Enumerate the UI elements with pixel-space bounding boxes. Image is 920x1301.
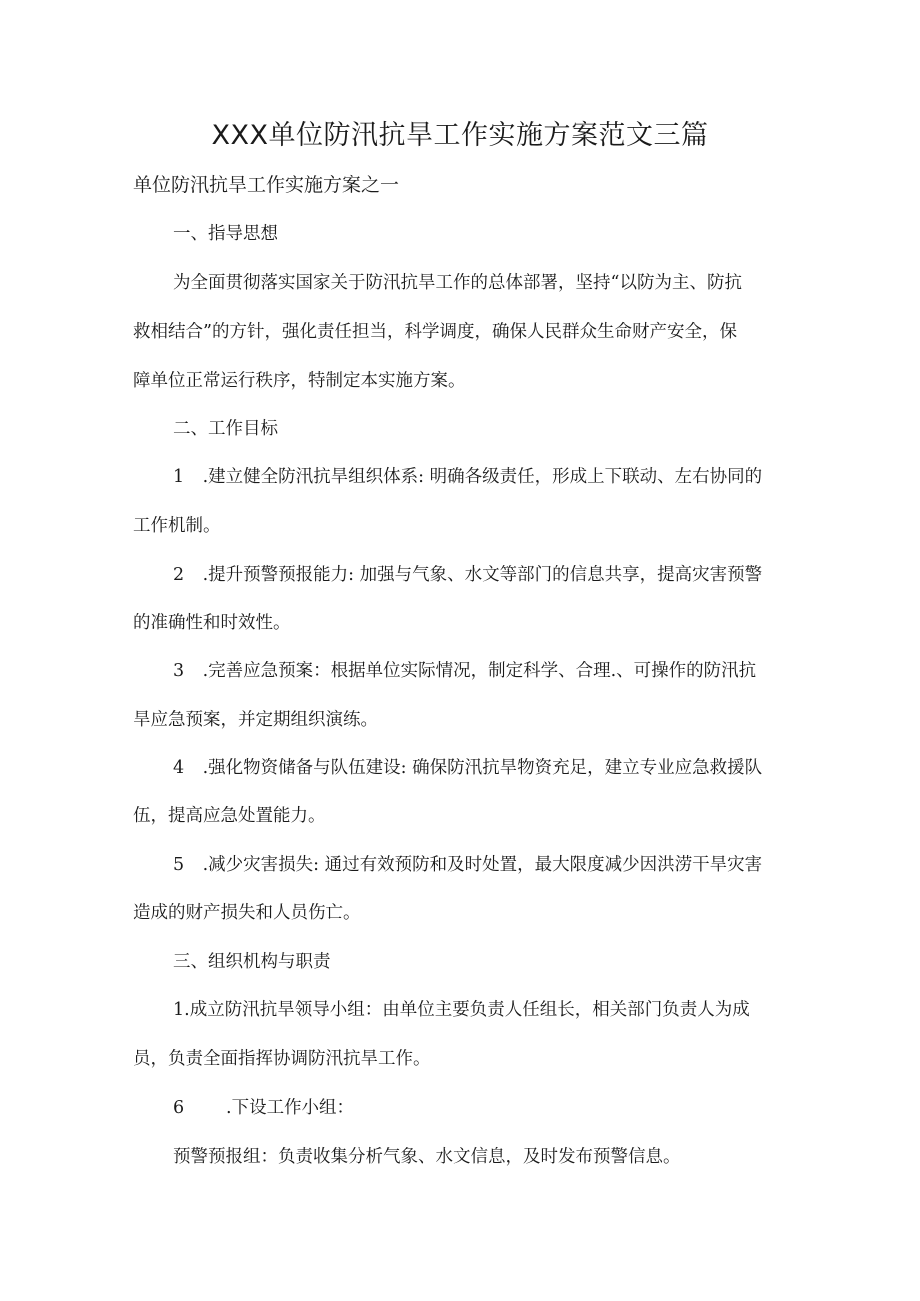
goal-text: .强化物资储备与队伍建设: 确保防汛抗旱物资充足，建立专业应急救援队	[197, 758, 763, 778]
paragraph-line: 为全面贯彻落实国家关于防汛抗旱工作的总体部署，坚持“以防为主、防抗	[173, 273, 742, 293]
goal-line	[173, 462, 793, 492]
goal-line	[173, 1093, 793, 1123]
paragraph-line: 障单位正常运行秩序，特制定本实施方案。	[133, 371, 466, 391]
goal-number: 5	[173, 855, 185, 875]
paragraph-line: 旱应急预案，并定期组织演练。	[133, 710, 378, 730]
goal-text: .完善应急预案：根据单位实际情况，制定科学、合理.、可操作的防汛抗	[197, 661, 757, 681]
goal-line	[173, 656, 793, 686]
paragraph-line: 预警预报组：负责收集分析气象、水文信息，及时发布预警信息。	[173, 1147, 681, 1167]
item-number: 6	[173, 1098, 185, 1118]
goal-text: .减少灾害损失: 通过有效预防和及时处置，最大限度减少因洪涝干旱灾害	[197, 855, 763, 875]
goal-number: 4	[173, 758, 185, 778]
item-text: .下设工作小组：	[226, 1098, 355, 1118]
paragraph-line: 员，负责全面指挥协调防汛抗旱工作。	[133, 1049, 431, 1069]
section-heading-1: 一、指导思想	[173, 224, 278, 244]
section-heading-3: 三、组织机构与职责	[173, 952, 331, 972]
section-heading-2: 二、工作目标	[173, 419, 278, 439]
goal-text: .提升预警预报能力: 加强与气象、水文等部门的信息共享，提高灾害预警	[197, 565, 763, 585]
goal-number: 2	[173, 565, 185, 585]
paragraph-line: 1.成立防汛抗旱领导小组：由单位主要负责人任组长，相关部门负责人为成	[173, 1000, 750, 1020]
paragraph-line: 工作机制。	[133, 516, 221, 536]
paragraph-line: 造成的财产损失和人员伤亡。	[133, 903, 361, 923]
paragraph-line: 救相结合”的方针，强化责任担当，科学调度，确保人民群众生命财产安全，保	[133, 322, 737, 342]
paragraph-line: 伍，提高应急处置能力。	[133, 806, 326, 826]
paragraph-line: 的准确性和时效性。	[133, 613, 291, 633]
goal-line	[173, 850, 793, 880]
goal-text: .建立健全防汛抗旱组织体系: 明确各级责任，形成上下联动、左右协同的	[197, 467, 763, 487]
goal-line	[173, 753, 793, 783]
goal-number: 1	[173, 467, 185, 487]
goal-line	[173, 560, 793, 590]
document-title: XXX单位防汛抗旱工作实施方案范文三篇	[211, 120, 709, 151]
goal-number: 3	[173, 661, 185, 681]
document-subtitle: 单位防汛抗旱工作实施方案之一	[133, 174, 400, 196]
